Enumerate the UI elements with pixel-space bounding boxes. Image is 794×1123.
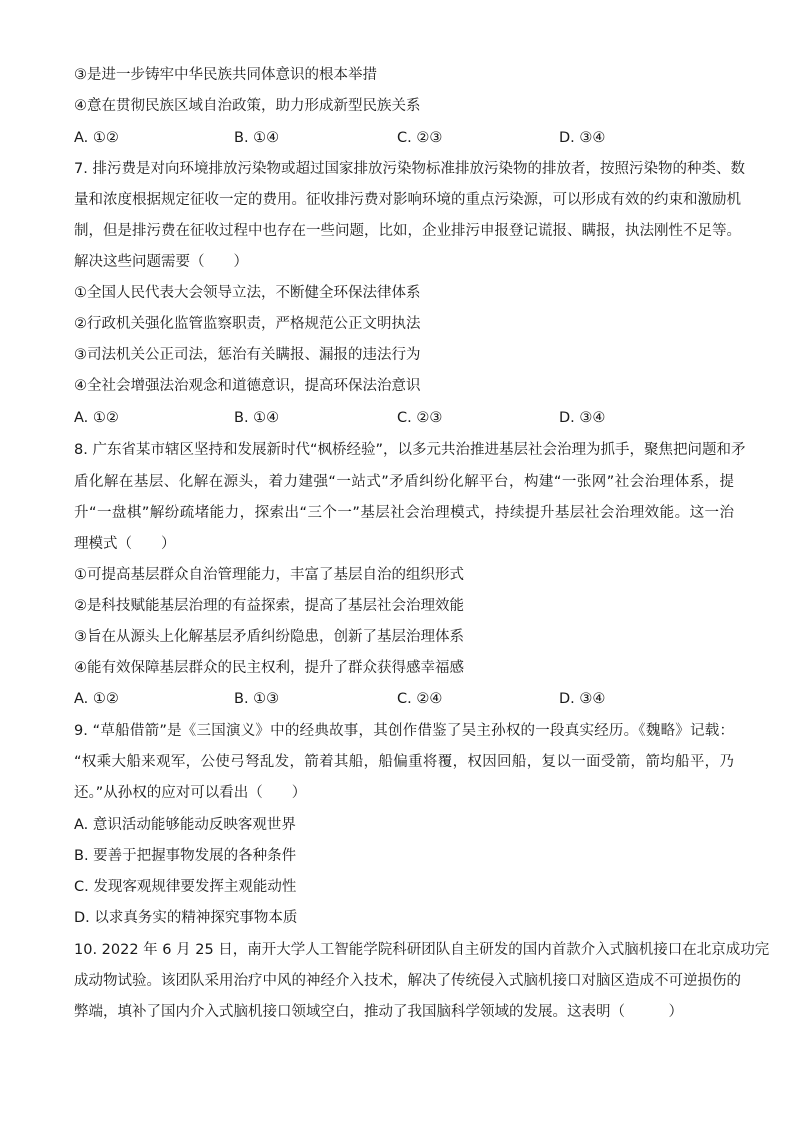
q8-item-2: ②是科技赋能基层治理的有益探索，提高了基层社会治理效能 [74,598,464,614]
q10-stem-line-3: 弊端，填补了国内介入式脑机接口领域空白，推动了我国脑科学领域的发展。这表明（ ） [74,1004,683,1020]
q8-item-1: ①可提高基层群众自治管理能力，丰富了基层自治的组织形式 [74,567,464,583]
q9-choice-a[interactable]: A. 意识活动能够能动反映客观世界 [74,817,296,833]
q8-stem-line-3: 升“一盘棋”解纷疏堵能力，探索出“三个一”基层社会治理模式，持续提升基层社会治理效能。这一治 [74,505,734,521]
q7-option-a[interactable]: A. ①② [74,410,119,426]
q10-stem-line-1: 10. 2022 年 6 月 25 日，南开大学人工智能学院科研团队自主研发的国内首款介入式脑机接口在北京成功完 [74,942,770,958]
q8-option-c[interactable]: C. ②④ [397,691,443,707]
q7-options [74,408,734,428]
q8-option-a[interactable]: A. ①② [74,691,119,707]
q8-stem-line-2: 盾化解在基层、化解在源头，着力建强“一站式”矛盾纠纷化解平台，构建“一张网”社会治理体系，提 [74,474,734,490]
q8-stem-line-1: 8. 广东省某市辖区坚持和发展新时代“枫桥经验”，以多元共治推进基层社会治理为抓手，聚焦把问题和矛 [74,442,746,458]
q8-item-4: ④能有效保障基层群众的民主权利，提升了群众获得感幸福感 [74,660,464,676]
q6-options [74,128,734,148]
q7-item-1: ①全国人民代表大会领导立法，不断健全环保法律体系 [74,285,421,301]
q7-option-c[interactable]: C. ②③ [397,410,443,426]
q9-stem-line-1: 9. “草船借箭”是《三国演义》中的经典故事，其创作借鉴了吴主孙权的一段真实经历。《魏略》记载： [74,723,734,739]
q6-option-d[interactable]: D. ③④ [559,130,606,146]
q10-stem-line-2: 成动物试验。该团队采用治疗中风的神经介入技术，解决了传统侵入式脑机接口对脑区造成不可逆损伤的 [74,973,741,989]
q6-option-c[interactable]: C. ②③ [397,130,443,146]
q7-stem-line-2: 量和浓度根据规定征收一定的费用。征收排污费对影响环境的重点污染源，可以形成有效的约束和激励机 [74,192,741,208]
q8-option-b[interactable]: B. ①③ [234,691,280,707]
q7-item-2: ②行政机关强化监管监察职责，严格规范公正文明执法 [74,316,421,332]
q9-choice-b[interactable]: B. 要善于把握事物发展的各种条件 [74,848,297,864]
q8-stem-line-4: 理模式（ ） [74,536,176,552]
q8-option-d[interactable]: D. ③④ [559,691,606,707]
q7-item-4: ④全社会增强法治观念和道德意识，提高环保法治意识 [74,378,421,394]
q9-choice-d[interactable]: D. 以求真务实的精神探究事物本质 [74,910,298,926]
q8-item-3: ③旨在从源头上化解基层矛盾纠纷隐患，创新了基层治理体系 [74,629,464,645]
q7-option-d[interactable]: D. ③④ [559,410,606,426]
q6-option-a[interactable]: A. ①② [74,130,119,146]
q7-stem-line-1: 7. 排污费是对向环境排放污染物或超过国家排放污染物标准排放污染物的排放者，按照污染物的种类、数 [74,161,745,177]
q9-stem-line-3: 还。”从孙权的应对可以看出（ ） [74,785,307,801]
q6-item-4: ④意在贯彻民族区域自治政策，助力形成新型民族关系 [74,98,421,114]
q8-options [74,689,734,709]
q9-choice-c[interactable]: C. 发现客观规律要发挥主观能动性 [74,879,297,895]
q6-option-b[interactable]: B. ①④ [234,130,280,146]
q7-option-b[interactable]: B. ①④ [234,410,280,426]
q7-stem-line-4: 解决这些问题需要（ ） [74,254,248,270]
q7-item-3: ③司法机关公正司法，惩治有关瞒报、漏报的违法行为 [74,347,421,363]
q6-item-3: ③是进一步铸牢中华民族共同体意识的根本举措 [74,67,377,83]
q7-stem-line-3: 制，但是排污费在征收过程中也存在一些问题，比如，企业排污申报登记谎报、瞒报，执法刚性不足等。 [74,223,741,239]
q9-stem-line-2: “权乘大船来观军，公使弓弩乱发，箭着其船，船偏重将覆，权因回船，复以一面受箭，箭均船平，乃 [74,754,734,770]
